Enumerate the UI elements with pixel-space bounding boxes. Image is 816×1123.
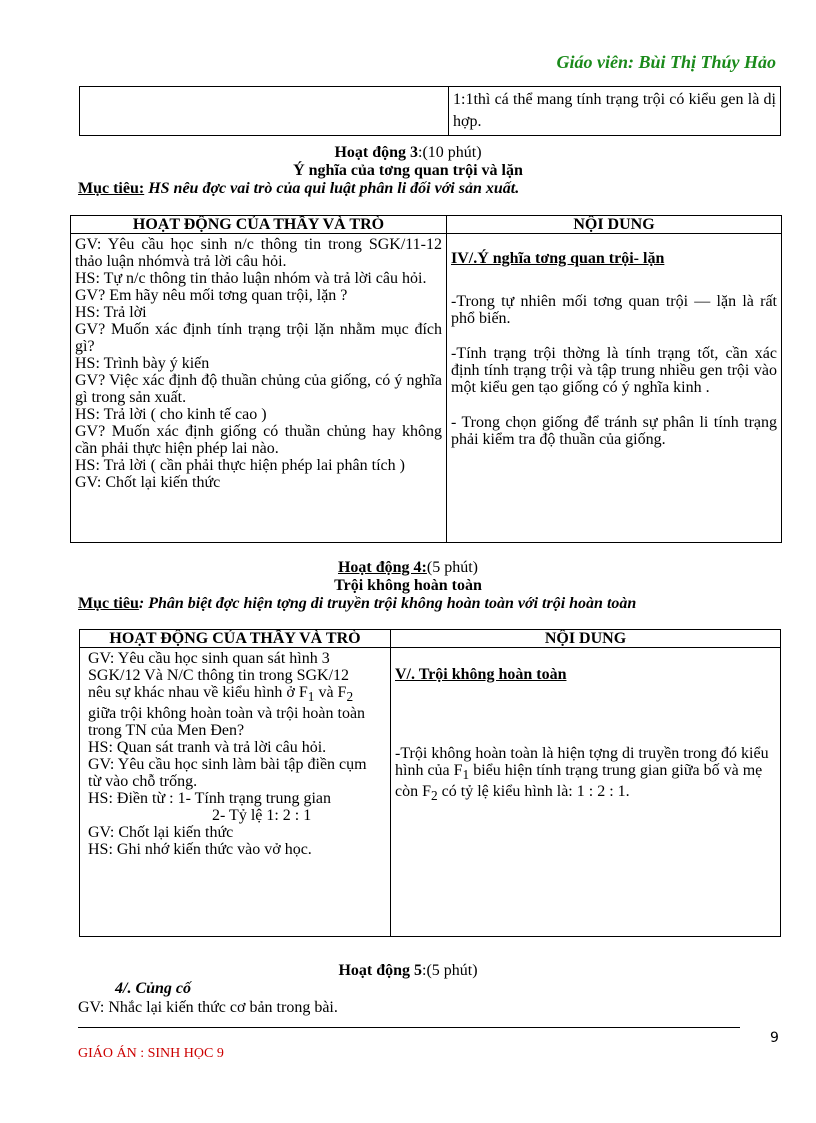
act4-goal-label: Mục tiêu	[78, 595, 139, 612]
act3-right-heading: IV/.Ý nghĩa tơng quan trội- lặn	[451, 250, 665, 267]
act4-left-line-5: 2- Tỷ lệ 1: 2 : 1	[212, 807, 312, 825]
act5-time: :(5 phút)	[422, 962, 478, 979]
act3-title: Hoạt động 3	[334, 144, 419, 161]
act3-left-line: HS: Trả lời	[75, 304, 147, 321]
act3-left-line: HS: Trả lời ( cần phải thực hiện phép lai phân tích )	[75, 457, 405, 474]
footer-divider	[78, 1027, 740, 1028]
teacher-name: Giáo viên: Bùi Thị Thúy Hảo	[556, 52, 776, 72]
act4-left-line-1: GV: Yêu cầu học sinh quan sát hình 3 SGK/12 Và N/C thông tin trong SGK/12 nêu sự khác nhau về kiểu hình ở $F_1$ và $F_2$ giữa trội không hoàn toàn và trội hoàn toàn trong TN của Men Đen?	[88, 650, 366, 740]
act3-col2-header: NỘI DUNG	[447, 216, 782, 234]
act3-left-line: GV? Việc xác định độ thuần chủng của giống, có ý nghĩa gì trong sản xuất.	[75, 372, 442, 406]
act3-left-line: GV? Em hãy nêu mối tơng quan trội, lặn ?	[75, 287, 348, 304]
act5-line: GV: Nhắc lại kiến thức cơ bản trong bài.	[78, 999, 338, 1016]
footer-title: GIÁO ÁN : SINH HỌC 9	[78, 1046, 224, 1061]
act3-right-para-3: - Trong chọn giống để tránh sự phân li tính trạng phải kiểm tra độ thuần của giống.	[451, 414, 777, 448]
act3-left-line: HS: Tự n/c thông tin thảo luận nhóm và trả lời câu hỏi.	[75, 270, 427, 287]
act4-time: (5 phút)	[426, 559, 478, 576]
act4-heading	[0, 559, 816, 577]
act4-right-heading: V/. Trội không hoàn toàn	[395, 666, 567, 683]
act4-title: Hoạt động 4:	[337, 559, 427, 576]
act5-heading	[0, 962, 816, 980]
act3-left-line: GV? Muốn xác định tính trạng trội lặn nhằm mục đích gì?	[75, 321, 442, 355]
act5-title: Hoạt động 5	[338, 962, 423, 979]
act3-goal-text: HS nêu đợc vai trò của qui luật phân li đối với sản xuất.	[144, 180, 520, 197]
act3-goal	[78, 180, 519, 198]
act3-goal-label: Mục tiêu:	[78, 180, 145, 197]
act3-left-line: GV: Chốt lại kiến thức	[75, 474, 221, 491]
act3-right-cell	[447, 234, 782, 543]
act4-left-line-4: HS: Điền từ : 1- Tính trạng trung gian	[88, 790, 332, 808]
act3-left-cell	[71, 234, 447, 543]
act4-right-para: -Trội không hoàn toàn là hiện tợng di truyền trong đó kiểu hình của $F_1$ biểu hiện tính trạng trung gian giữa bố và mẹ còn $F_2$ có tỷ lệ kiểu hình là: 1 : 2 : 1.	[395, 745, 769, 804]
act4-right-cell	[391, 648, 781, 937]
act4-left-line-6: GV: Chốt lại kiến thức	[88, 824, 234, 842]
act4-subtitle: Trội không hoàn toàn	[334, 577, 482, 594]
act4-table	[79, 629, 781, 937]
act4-goal	[78, 595, 636, 613]
top-table	[79, 86, 781, 136]
act3-table	[70, 215, 782, 543]
act3-right-para-1: -Trong tự nhiên mối tơng quan trội — lặn là rất phổ biến.	[451, 293, 777, 327]
act4-left-cell	[80, 648, 391, 937]
act4-left-line-2: HS: Quan sát tranh và trả lời câu hỏi.	[88, 739, 327, 757]
act3-heading	[0, 144, 816, 162]
act3-col1-header: HOẠT ĐỘNG CỦA THẦY VÀ TRÒ	[71, 216, 447, 234]
top-table-left	[80, 87, 449, 136]
act3-left-line: GV? Muốn xác định giống có thuần chủng hay không cần phải thực hiện phép lai nào.	[75, 423, 442, 457]
act5-section: 4/. Củng cố	[115, 980, 192, 997]
act3-left-line: HS: Trả lời ( cho kinh tế cao )	[75, 406, 267, 423]
act3-time: :(10 phút)	[418, 144, 482, 161]
act3-right-para-2: -Tính trạng trội thờng là tính trạng tốt, cần xác định tính trạng trội và tập trung nhiều gen trội vào một kiểu gen tạo giống có ý nghĩa kinh .	[451, 345, 777, 396]
act3-subtitle: Ý nghĩa của tơng quan trội và lặn	[293, 162, 523, 179]
page-number: 9	[770, 1030, 779, 1046]
act4-col2-header: NỘI DUNG	[391, 630, 781, 648]
act3-left-line: GV: Yêu cầu học sinh n/c thông tin trong SGK/11-12 thảo luận nhómvà trả lời câu hỏi.	[75, 236, 442, 270]
act4-left-line-3: GV: Yêu cầu học sinh làm bài tập điền cụm từ vào chỗ trống.	[88, 756, 367, 791]
top-table-right: 1:1thì cá thể mang tính trạng trội có kiểu gen là dị hợp.	[449, 87, 781, 136]
act4-goal-text: : Phân biệt đợc hiện tợng di truyền trội không hoàn toàn với trội hoàn toàn	[138, 595, 637, 612]
act4-left-line-7: HS: Ghi nhớ kiến thức vào vở học.	[88, 841, 312, 859]
act3-left-line: HS: Trình bày ý kiến	[75, 355, 210, 372]
act4-col1-header: HOẠT ĐỘNG CỦA THẦY VÀ TRÒ	[80, 630, 391, 648]
